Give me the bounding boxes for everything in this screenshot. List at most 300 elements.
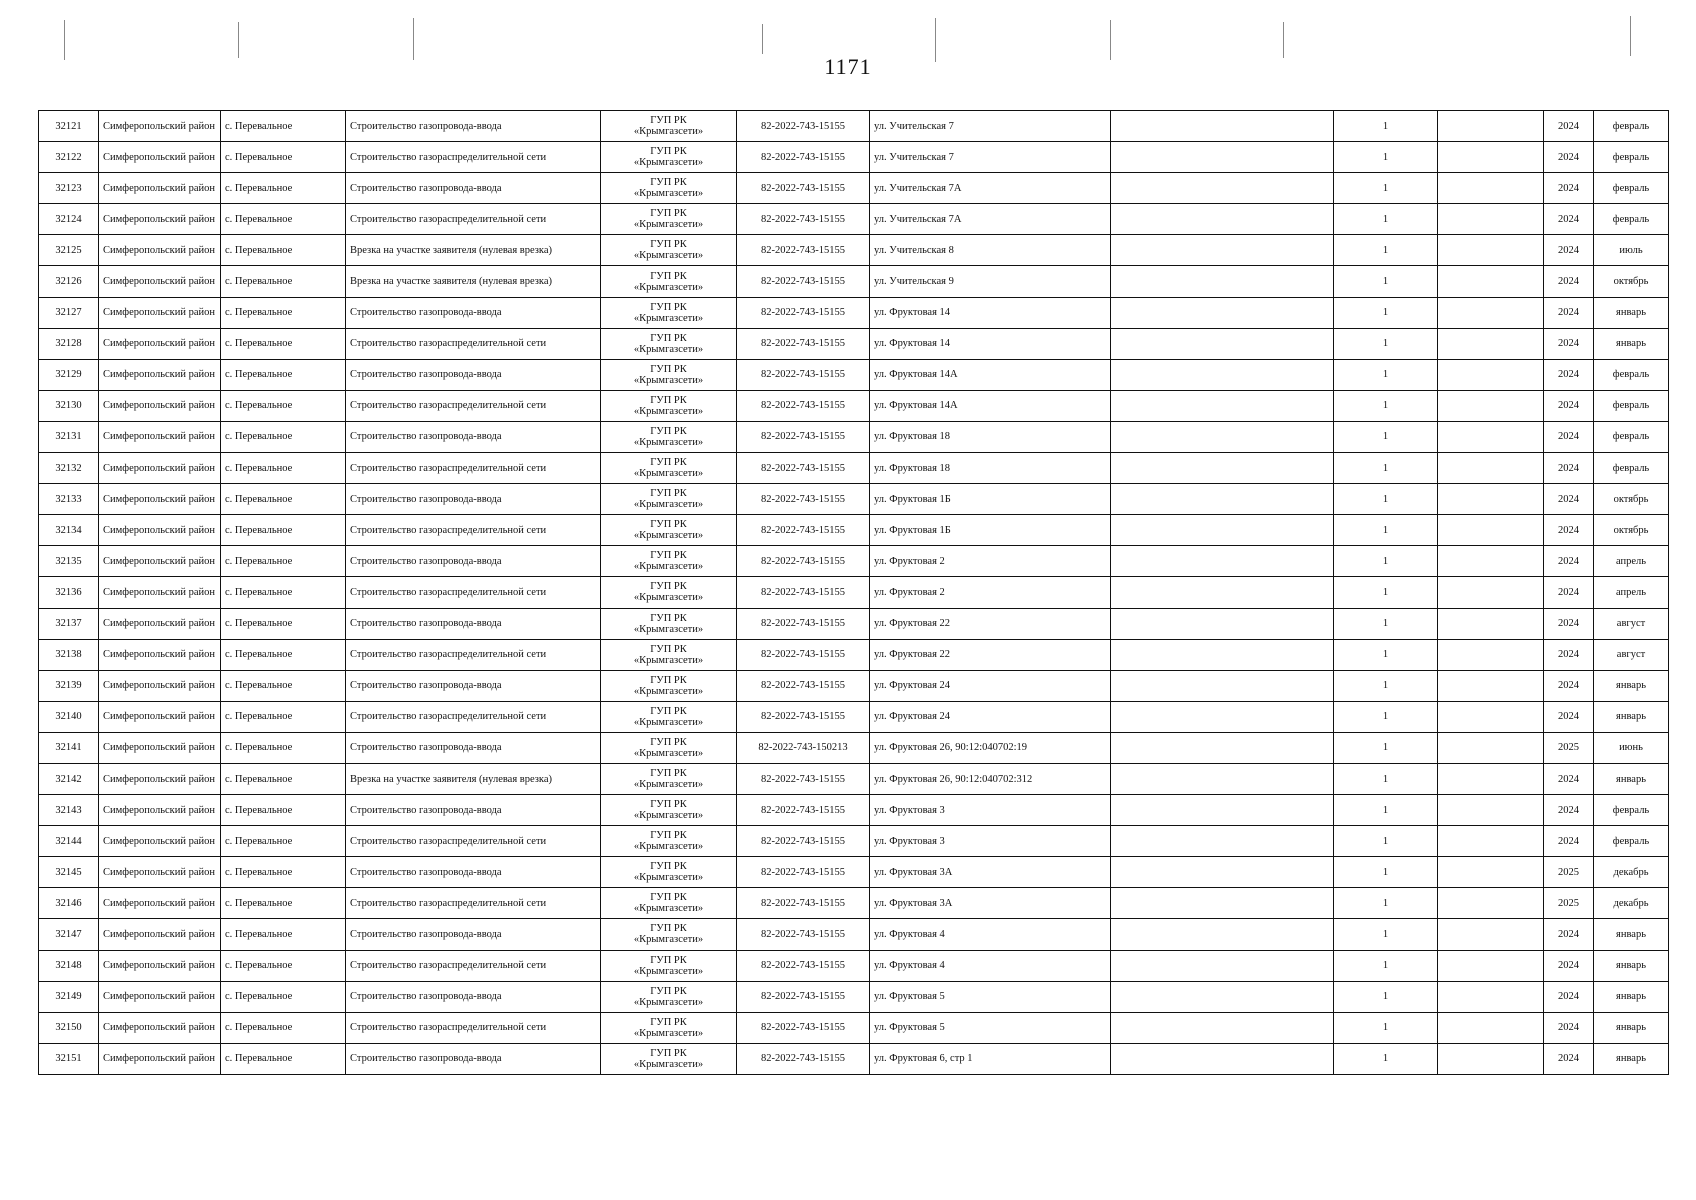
- village-cell: с. Перевальное: [221, 546, 346, 577]
- table-row: [39, 670, 1669, 701]
- district-cell: Симферопольский район: [99, 1043, 221, 1074]
- project-code-cell: 82-2022-743-15155: [737, 235, 870, 266]
- empty-cell: [1111, 111, 1334, 142]
- district-cell: Симферопольский район: [99, 515, 221, 546]
- organization-name: ГУП РК: [650, 954, 687, 966]
- row-number-cell: 32137: [39, 608, 99, 639]
- table-row: [39, 919, 1669, 950]
- organization-cell: [601, 111, 737, 142]
- table-row: [39, 701, 1669, 732]
- empty-cell: [1438, 484, 1544, 515]
- empty-cell: [1438, 390, 1544, 421]
- row-number-cell: 32149: [39, 981, 99, 1012]
- empty-cell: [1111, 857, 1334, 888]
- project-code-cell: 82-2022-743-15155: [737, 359, 870, 390]
- organization-cell: [601, 297, 737, 328]
- quantity-cell: 1: [1334, 359, 1438, 390]
- registry-body: [39, 111, 1669, 1075]
- address-cell: ул. Фруктовая 14: [870, 297, 1111, 328]
- village-cell: с. Перевальное: [221, 795, 346, 826]
- empty-cell: [1438, 639, 1544, 670]
- project-code-cell: 82-2022-743-15155: [737, 919, 870, 950]
- row-number-cell: 32144: [39, 826, 99, 857]
- year-cell: 2024: [1544, 328, 1594, 359]
- organization-brand: «Крымгазсети»: [633, 561, 704, 573]
- empty-cell: [1438, 950, 1544, 981]
- empty-cell: [1438, 328, 1544, 359]
- organization-name: ГУП РК: [650, 674, 687, 686]
- organization-brand: «Крымгазсети»: [633, 810, 704, 822]
- row-number-cell: 32130: [39, 390, 99, 421]
- quantity-cell: 1: [1334, 950, 1438, 981]
- empty-cell: [1438, 826, 1544, 857]
- empty-cell: [1111, 515, 1334, 546]
- address-cell: ул. Фруктовая 2: [870, 577, 1111, 608]
- row-number-cell: 32132: [39, 453, 99, 484]
- quantity-cell: 1: [1334, 328, 1438, 359]
- table-row: [39, 515, 1669, 546]
- month-cell: октябрь: [1594, 515, 1669, 546]
- month-cell: февраль: [1594, 390, 1669, 421]
- project-code-cell: 82-2022-743-15155: [737, 142, 870, 173]
- empty-cell: [1111, 950, 1334, 981]
- district-cell: Симферопольский район: [99, 297, 221, 328]
- work-type-cell: Строительство газопровода-ввода: [346, 173, 601, 204]
- work-type-cell: Строительство газораспределительной сети: [346, 950, 601, 981]
- row-number-cell: 32141: [39, 732, 99, 763]
- address-cell: ул. Фруктовая 18: [870, 421, 1111, 452]
- address-cell: ул. Фруктовая 3: [870, 826, 1111, 857]
- organization-name: ГУП РК: [650, 1047, 687, 1059]
- row-number-cell: 32151: [39, 1043, 99, 1074]
- year-cell: 2024: [1544, 266, 1594, 297]
- organization-brand: «Крымгазсети»: [633, 623, 704, 635]
- month-cell: январь: [1594, 1043, 1669, 1074]
- month-cell: январь: [1594, 670, 1669, 701]
- project-code-cell: 82-2022-743-15155: [737, 1012, 870, 1043]
- work-type-cell: Строительство газопровода-ввода: [346, 546, 601, 577]
- organization-cell: [601, 484, 737, 515]
- organization-cell: [601, 390, 737, 421]
- organization-name: ГУП РК: [650, 612, 687, 624]
- organization-cell: [601, 421, 737, 452]
- empty-cell: [1111, 732, 1334, 763]
- empty-cell: [1438, 763, 1544, 794]
- quantity-cell: 1: [1334, 670, 1438, 701]
- organization-name: ГУП РК: [650, 270, 687, 282]
- village-cell: с. Перевальное: [221, 826, 346, 857]
- project-code-cell: 82-2022-743-15155: [737, 981, 870, 1012]
- quantity-cell: 1: [1334, 857, 1438, 888]
- village-cell: с. Перевальное: [221, 1012, 346, 1043]
- project-code-cell: 82-2022-743-15155: [737, 297, 870, 328]
- organization-name: ГУП РК: [650, 177, 687, 189]
- organization-brand: «Крымгазсети»: [633, 374, 704, 386]
- quantity-cell: 1: [1334, 453, 1438, 484]
- empty-cell: [1111, 142, 1334, 173]
- address-cell: ул. Фруктовая 3А: [870, 857, 1111, 888]
- village-cell: с. Перевальное: [221, 1043, 346, 1074]
- address-cell: ул. Фруктовая 22: [870, 639, 1111, 670]
- table-row: [39, 328, 1669, 359]
- organization-brand: «Крымгазсети»: [633, 903, 704, 915]
- village-cell: с. Перевальное: [221, 484, 346, 515]
- year-cell: 2024: [1544, 546, 1594, 577]
- address-cell: ул. Фруктовая 4: [870, 919, 1111, 950]
- table-row: [39, 111, 1669, 142]
- organization-cell: [601, 328, 737, 359]
- empty-cell: [1438, 857, 1544, 888]
- organization-brand: «Крымгазсети»: [633, 499, 704, 511]
- district-cell: Симферопольский район: [99, 701, 221, 732]
- organization-brand: «Крымгазсети»: [633, 841, 704, 853]
- work-type-cell: Строительство газопровода-ввода: [346, 981, 601, 1012]
- work-type-cell: Строительство газопровода-ввода: [346, 670, 601, 701]
- gasification-registry-table: [38, 110, 1669, 1075]
- work-type-cell: Строительство газопровода-ввода: [346, 608, 601, 639]
- work-type-cell: Строительство газопровода-ввода: [346, 421, 601, 452]
- district-cell: Симферопольский район: [99, 639, 221, 670]
- year-cell: 2024: [1544, 639, 1594, 670]
- empty-cell: [1438, 732, 1544, 763]
- organization-brand: «Крымгазсети»: [633, 685, 704, 697]
- district-cell: Симферопольский район: [99, 1012, 221, 1043]
- quantity-cell: 1: [1334, 266, 1438, 297]
- organization-name: ГУП РК: [650, 363, 687, 375]
- village-cell: с. Перевальное: [221, 639, 346, 670]
- district-cell: Симферопольский район: [99, 266, 221, 297]
- organization-name: ГУП РК: [650, 208, 687, 220]
- empty-cell: [1438, 235, 1544, 266]
- empty-cell: [1111, 204, 1334, 235]
- page-number: 1171: [824, 54, 872, 79]
- organization-cell: [601, 577, 737, 608]
- year-cell: 2024: [1544, 359, 1594, 390]
- organization-cell: [601, 1043, 737, 1074]
- organization-cell: [601, 950, 737, 981]
- quantity-cell: 1: [1334, 732, 1438, 763]
- empty-cell: [1111, 919, 1334, 950]
- empty-cell: [1438, 453, 1544, 484]
- project-code-cell: 82-2022-743-15155: [737, 546, 870, 577]
- empty-cell: [1111, 328, 1334, 359]
- table-row: [39, 235, 1669, 266]
- project-code-cell: 82-2022-743-15155: [737, 204, 870, 235]
- district-cell: Симферопольский район: [99, 204, 221, 235]
- quantity-cell: 1: [1334, 639, 1438, 670]
- district-cell: Симферопольский район: [99, 919, 221, 950]
- table-row: [39, 857, 1669, 888]
- organization-brand: «Крымгазсети»: [633, 219, 704, 231]
- quantity-cell: 1: [1334, 297, 1438, 328]
- project-code-cell: 82-2022-743-15155: [737, 670, 870, 701]
- empty-cell: [1111, 1043, 1334, 1074]
- empty-cell: [1111, 359, 1334, 390]
- organization-brand: «Крымгазсети»: [633, 965, 704, 977]
- empty-cell: [1111, 297, 1334, 328]
- village-cell: с. Перевальное: [221, 266, 346, 297]
- address-cell: ул. Учительская 7: [870, 111, 1111, 142]
- work-type-cell: Строительство газораспределительной сети: [346, 204, 601, 235]
- district-cell: Симферопольский район: [99, 546, 221, 577]
- address-cell: ул. Фруктовая 26, 90:12:040702:19: [870, 732, 1111, 763]
- year-cell: 2024: [1544, 421, 1594, 452]
- year-cell: 2024: [1544, 919, 1594, 950]
- empty-cell: [1111, 670, 1334, 701]
- table-row: [39, 732, 1669, 763]
- district-cell: Симферопольский район: [99, 981, 221, 1012]
- village-cell: с. Перевальное: [221, 328, 346, 359]
- quantity-cell: 1: [1334, 111, 1438, 142]
- work-type-cell: Врезка на участке заявителя (нулевая врезка): [346, 266, 601, 297]
- project-code-cell: 82-2022-743-15155: [737, 421, 870, 452]
- address-cell: ул. Фруктовая 3: [870, 795, 1111, 826]
- row-number-cell: 32146: [39, 888, 99, 919]
- year-cell: 2024: [1544, 390, 1594, 421]
- row-number-cell: 32147: [39, 919, 99, 950]
- empty-cell: [1438, 546, 1544, 577]
- work-type-cell: Строительство газопровода-ввода: [346, 857, 601, 888]
- district-cell: Симферопольский район: [99, 795, 221, 826]
- empty-cell: [1111, 981, 1334, 1012]
- village-cell: с. Перевальное: [221, 888, 346, 919]
- empty-cell: [1438, 297, 1544, 328]
- village-cell: с. Перевальное: [221, 919, 346, 950]
- work-type-cell: Строительство газопровода-ввода: [346, 1043, 601, 1074]
- village-cell: с. Перевальное: [221, 421, 346, 452]
- work-type-cell: Строительство газораспределительной сети: [346, 639, 601, 670]
- empty-cell: [1111, 763, 1334, 794]
- village-cell: с. Перевальное: [221, 297, 346, 328]
- empty-cell: [1111, 390, 1334, 421]
- organization-name: ГУП РК: [650, 239, 687, 251]
- organization-brand: «Крымгазсети»: [633, 188, 704, 200]
- month-cell: январь: [1594, 701, 1669, 732]
- table-row: [39, 142, 1669, 173]
- quantity-cell: 1: [1334, 1043, 1438, 1074]
- quantity-cell: 1: [1334, 390, 1438, 421]
- organization-brand: «Крымгазсети»: [633, 592, 704, 604]
- year-cell: 2024: [1544, 142, 1594, 173]
- month-cell: январь: [1594, 1012, 1669, 1043]
- table-row: [39, 204, 1669, 235]
- table-row: [39, 1043, 1669, 1074]
- work-type-cell: Строительство газопровода-ввода: [346, 732, 601, 763]
- table-row: [39, 950, 1669, 981]
- quantity-cell: 1: [1334, 515, 1438, 546]
- quantity-cell: 1: [1334, 919, 1438, 950]
- work-type-cell: Строительство газопровода-ввода: [346, 795, 601, 826]
- district-cell: Симферопольский район: [99, 763, 221, 794]
- row-number-cell: 32128: [39, 328, 99, 359]
- row-number-cell: 32145: [39, 857, 99, 888]
- organization-name: ГУП РК: [650, 332, 687, 344]
- work-type-cell: Строительство газораспределительной сети: [346, 577, 601, 608]
- district-cell: Симферопольский район: [99, 359, 221, 390]
- organization-name: ГУП РК: [650, 301, 687, 313]
- table-row: [39, 639, 1669, 670]
- organization-brand: «Крымгазсети»: [633, 747, 704, 759]
- month-cell: август: [1594, 639, 1669, 670]
- table-row: [39, 826, 1669, 857]
- address-cell: ул. Учительская 7А: [870, 173, 1111, 204]
- month-cell: август: [1594, 608, 1669, 639]
- work-type-cell: Врезка на участке заявителя (нулевая врезка): [346, 763, 601, 794]
- year-cell: 2024: [1544, 981, 1594, 1012]
- organization-name: ГУП РК: [650, 705, 687, 717]
- organization-brand: «Крымгазсети»: [633, 468, 704, 480]
- work-type-cell: Строительство газопровода-ввода: [346, 484, 601, 515]
- empty-cell: [1438, 670, 1544, 701]
- table-row: [39, 359, 1669, 390]
- project-code-cell: 82-2022-743-15155: [737, 390, 870, 421]
- organization-cell: [601, 1012, 737, 1043]
- village-cell: с. Перевальное: [221, 763, 346, 794]
- year-cell: 2024: [1544, 484, 1594, 515]
- organization-cell: [601, 546, 737, 577]
- village-cell: с. Перевальное: [221, 857, 346, 888]
- organization-brand: «Крымгазсети»: [633, 779, 704, 791]
- year-cell: 2024: [1544, 1043, 1594, 1074]
- village-cell: с. Перевальное: [221, 515, 346, 546]
- organization-name: ГУП РК: [650, 146, 687, 158]
- organization-name: ГУП РК: [650, 861, 687, 873]
- month-cell: февраль: [1594, 795, 1669, 826]
- empty-cell: [1438, 359, 1544, 390]
- organization-brand: «Крымгазсети»: [633, 405, 704, 417]
- year-cell: 2024: [1544, 577, 1594, 608]
- organization-cell: [601, 266, 737, 297]
- district-cell: Симферопольский район: [99, 577, 221, 608]
- month-cell: февраль: [1594, 173, 1669, 204]
- month-cell: июнь: [1594, 732, 1669, 763]
- project-code-cell: 82-2022-743-15155: [737, 328, 870, 359]
- month-cell: январь: [1594, 763, 1669, 794]
- month-cell: январь: [1594, 981, 1669, 1012]
- organization-cell: [601, 142, 737, 173]
- table-row: [39, 981, 1669, 1012]
- work-type-cell: Строительство газораспределительной сети: [346, 888, 601, 919]
- project-code-cell: 82-2022-743-150213: [737, 732, 870, 763]
- month-cell: октябрь: [1594, 266, 1669, 297]
- district-cell: Симферопольский район: [99, 670, 221, 701]
- address-cell: ул. Учительская 8: [870, 235, 1111, 266]
- project-code-cell: 82-2022-743-15155: [737, 763, 870, 794]
- empty-cell: [1111, 826, 1334, 857]
- project-code-cell: 82-2022-743-15155: [737, 857, 870, 888]
- month-cell: октябрь: [1594, 484, 1669, 515]
- empty-cell: [1438, 577, 1544, 608]
- work-type-cell: Строительство газораспределительной сети: [346, 328, 601, 359]
- project-code-cell: 82-2022-743-15155: [737, 515, 870, 546]
- organization-cell: [601, 515, 737, 546]
- district-cell: Симферопольский район: [99, 608, 221, 639]
- district-cell: Симферопольский район: [99, 390, 221, 421]
- address-cell: ул. Фруктовая 2: [870, 546, 1111, 577]
- project-code-cell: 82-2022-743-15155: [737, 888, 870, 919]
- address-cell: ул. Фруктовая 3А: [870, 888, 1111, 919]
- district-cell: Симферопольский район: [99, 328, 221, 359]
- empty-cell: [1111, 795, 1334, 826]
- empty-cell: [1111, 577, 1334, 608]
- work-type-cell: Строительство газораспределительной сети: [346, 142, 601, 173]
- district-cell: Симферопольский район: [99, 857, 221, 888]
- quantity-cell: 1: [1334, 235, 1438, 266]
- row-number-cell: 32139: [39, 670, 99, 701]
- empty-cell: [1438, 795, 1544, 826]
- empty-cell: [1438, 981, 1544, 1012]
- quantity-cell: 1: [1334, 204, 1438, 235]
- month-cell: февраль: [1594, 359, 1669, 390]
- organization-cell: [601, 670, 737, 701]
- year-cell: 2024: [1544, 608, 1594, 639]
- organization-cell: [601, 919, 737, 950]
- quantity-cell: 1: [1334, 577, 1438, 608]
- address-cell: ул. Фруктовая 5: [870, 1012, 1111, 1043]
- address-cell: ул. Фруктовая 6, стр 1: [870, 1043, 1111, 1074]
- organization-brand: «Крымгазсети»: [633, 934, 704, 946]
- organization-brand: «Крымгазсети»: [633, 1058, 704, 1070]
- organization-brand: «Крымгазсети»: [633, 281, 704, 293]
- organization-name: ГУП РК: [650, 923, 687, 935]
- organization-brand: «Крымгазсети»: [633, 654, 704, 666]
- project-code-cell: 82-2022-743-15155: [737, 795, 870, 826]
- month-cell: январь: [1594, 328, 1669, 359]
- table-row: [39, 453, 1669, 484]
- month-cell: июль: [1594, 235, 1669, 266]
- organization-name: ГУП РК: [650, 519, 687, 531]
- district-cell: Симферопольский район: [99, 950, 221, 981]
- row-number-cell: 32127: [39, 297, 99, 328]
- organization-name: ГУП РК: [650, 892, 687, 904]
- organization-name: ГУП РК: [650, 115, 687, 127]
- village-cell: с. Перевальное: [221, 173, 346, 204]
- month-cell: январь: [1594, 950, 1669, 981]
- year-cell: 2025: [1544, 857, 1594, 888]
- empty-cell: [1111, 888, 1334, 919]
- address-cell: ул. Фруктовая 1Б: [870, 484, 1111, 515]
- organization-brand: «Крымгазсети»: [633, 250, 704, 262]
- organization-cell: [601, 359, 737, 390]
- project-code-cell: 82-2022-743-15155: [737, 1043, 870, 1074]
- organization-cell: [601, 795, 737, 826]
- quantity-cell: 1: [1334, 142, 1438, 173]
- empty-cell: [1111, 173, 1334, 204]
- organization-brand: «Крымгазсети»: [633, 716, 704, 728]
- quantity-cell: 1: [1334, 981, 1438, 1012]
- empty-cell: [1438, 142, 1544, 173]
- organization-brand: «Крымгазсети»: [633, 312, 704, 324]
- empty-cell: [1111, 266, 1334, 297]
- project-code-cell: 82-2022-743-15155: [737, 266, 870, 297]
- row-number-cell: 32133: [39, 484, 99, 515]
- district-cell: Симферопольский район: [99, 421, 221, 452]
- table-row: [39, 484, 1669, 515]
- table-row: [39, 888, 1669, 919]
- village-cell: с. Перевальное: [221, 732, 346, 763]
- address-cell: ул. Фруктовая 22: [870, 608, 1111, 639]
- empty-cell: [1438, 919, 1544, 950]
- organization-name: ГУП РК: [650, 736, 687, 748]
- village-cell: с. Перевальное: [221, 950, 346, 981]
- project-code-cell: 82-2022-743-15155: [737, 826, 870, 857]
- village-cell: с. Перевальное: [221, 577, 346, 608]
- quantity-cell: 1: [1334, 1012, 1438, 1043]
- district-cell: Симферопольский район: [99, 453, 221, 484]
- empty-cell: [1111, 608, 1334, 639]
- month-cell: январь: [1594, 919, 1669, 950]
- year-cell: 2025: [1544, 888, 1594, 919]
